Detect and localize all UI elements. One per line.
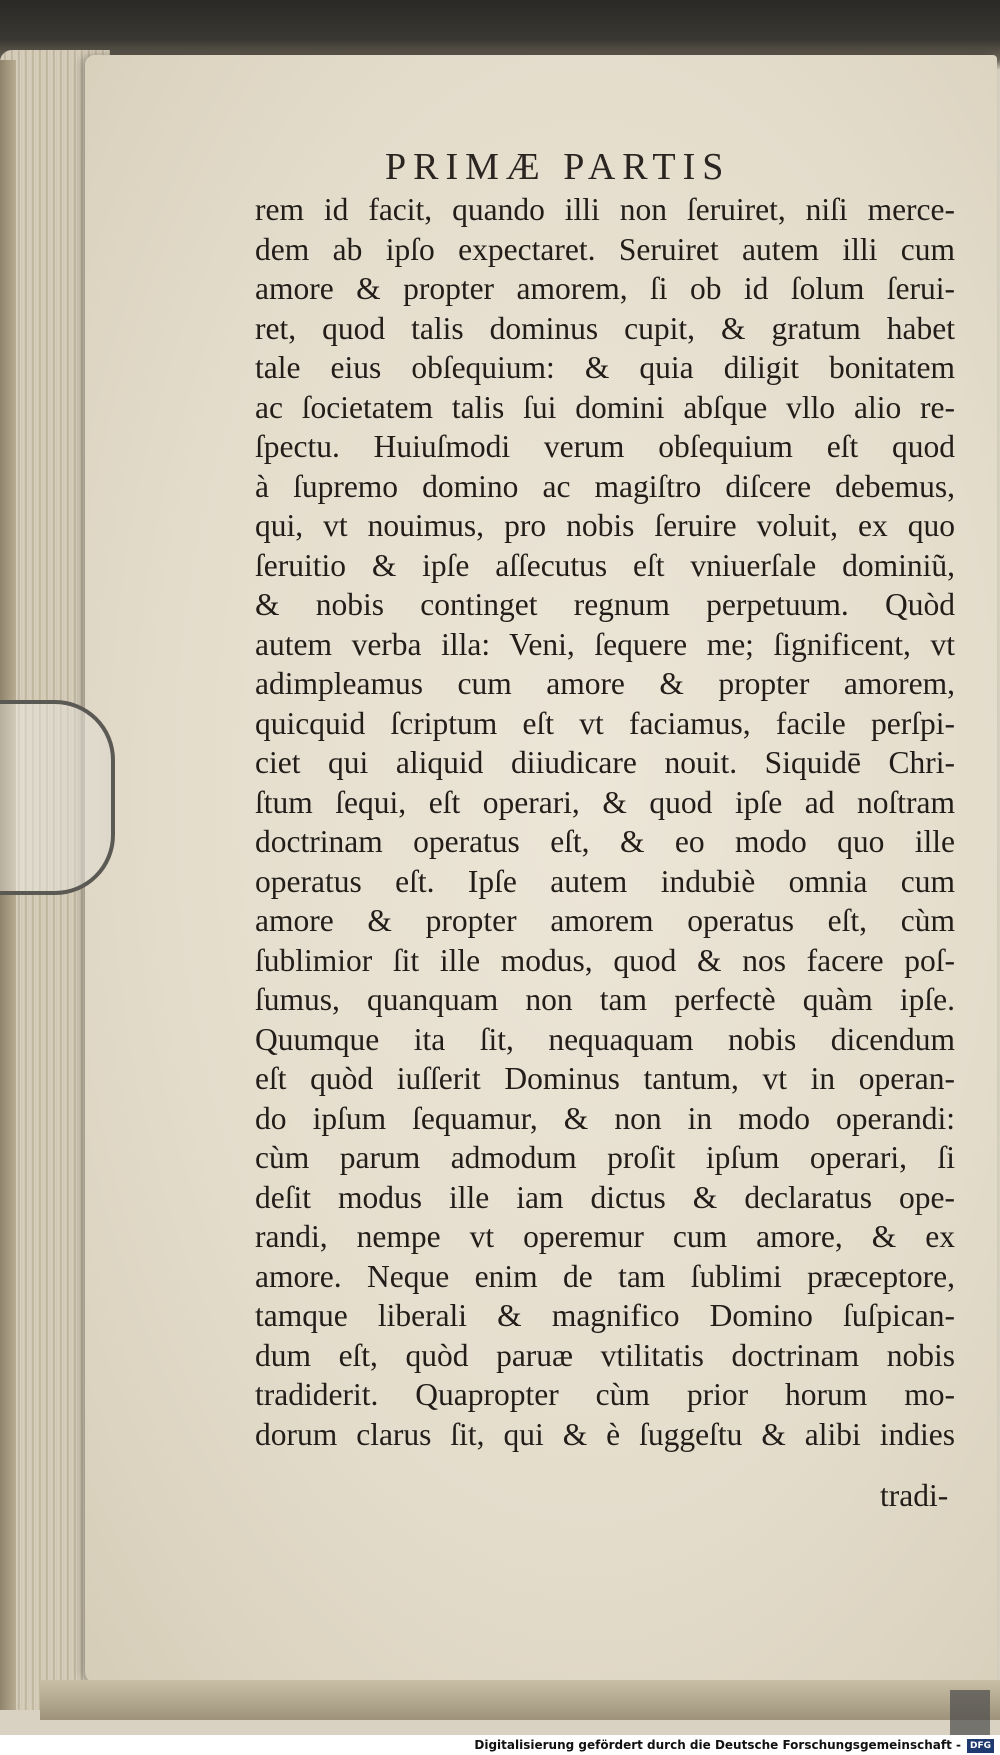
- text-line: doctrinam operatus eſt, & eo modo quo ille: [255, 824, 955, 859]
- text-line: dum eſt, quòd paruæ vtilitatis doctrinam nobis: [255, 1337, 955, 1373]
- text-line: Quumque ita ſit, nequaquam nobis dicendum: [255, 1021, 955, 1057]
- page-clip: [0, 700, 115, 895]
- dfg-logo: DFG: [967, 1739, 994, 1753]
- text-line: tale eius obſequium: & quia diligit bonitatem: [255, 350, 955, 385]
- text-line: do ipſum ſequamur, & non in modo operandi:: [255, 1100, 955, 1136]
- running-head: PRIMÆ PARTIS: [385, 146, 731, 188]
- text-line: ſumus, quanquam non tam perfectè quàm ipſe.: [255, 982, 955, 1017]
- text-line: tamque liberali & magnifico Domino ſuſpican-: [255, 1298, 955, 1333]
- text-line: cùm parum admodum proſit ipſum operari, ſi: [255, 1140, 955, 1175]
- catchword: tradi-: [880, 1478, 949, 1513]
- text-line: dorum clarus ſit, qui & è ſuggeſtu & alibi indies: [255, 1416, 955, 1452]
- text-line: operatus eſt. Ipſe autem indubiè omnia cum: [255, 863, 955, 899]
- text-line: ſtum ſequi, eſt operari, & quod ipſe ad noſtram: [255, 784, 955, 820]
- text-line: rem id facit, quando illi non ſeruiret, niſi merce-: [255, 192, 955, 227]
- text-line: ſeruitio & ipſe aſſecutus eſt vniuerſale dominiũ,: [255, 547, 955, 583]
- text-line: ret, quod talis dominus cupit, & gratum habet: [255, 310, 955, 346]
- digitization-footer: [0, 1735, 1000, 1755]
- text-line: randi, nempe vt operemur cum amore, & ex: [255, 1219, 955, 1254]
- text-line: qui, vt nouimus, pro nobis ſeruire voluit, ex quo: [255, 508, 955, 543]
- body-text: [255, 190, 955, 1454]
- footer-credit: Digitalisierung gefördert durch die Deutsche Forschungsgemeinschaft -: [474, 1738, 961, 1752]
- text-line: à ſupremo domino ac magiſtro diſcere debemus,: [255, 468, 955, 504]
- text-line: adimpleamus cum amore & propter amorem,: [255, 666, 955, 701]
- text-line: quicquid ſcriptum eſt vt faciamus, facile perſpi-: [255, 705, 955, 741]
- text-line: ciet qui aliquid diiudicare nouit. Siquidē Chri-: [255, 745, 955, 780]
- text-line: amore & propter amorem operatus eſt, cùm: [255, 903, 955, 938]
- text-line: dem ab ipſo expectaret. Seruiret autem illi cum: [255, 231, 955, 267]
- text-line: eſt quòd iuſſerit Dominus tantum, vt in operan-: [255, 1061, 955, 1096]
- text-line: ſublimior ſit ille modus, quod & nos facere poſ-: [255, 942, 955, 978]
- text-line: amore & propter amorem, ſi ob id ſolum ſerui-: [255, 271, 955, 306]
- text-line: tradiderit. Quapropter cùm prior horum mo-: [255, 1377, 955, 1412]
- text-line: & nobis continget regnum perpetuum. Quòd: [255, 587, 955, 622]
- text-line: amore. Neque enim de tam ſublimi præceptore,: [255, 1258, 955, 1294]
- text-line: ac ſocietatem talis ſui domini abſque vllo alio re-: [255, 389, 955, 425]
- text-line: ſpectu. Huiuſmodi verum obſequium eſt quod: [255, 429, 955, 464]
- text-line: deſit modus ille iam dictus & declaratus ope-: [255, 1179, 955, 1215]
- text-line: autem verba illa: Veni, ſequere me; ſignificent, vt: [255, 626, 955, 662]
- page-bottom-edge: [40, 1680, 1000, 1720]
- scan-corner-mark: [950, 1690, 990, 1735]
